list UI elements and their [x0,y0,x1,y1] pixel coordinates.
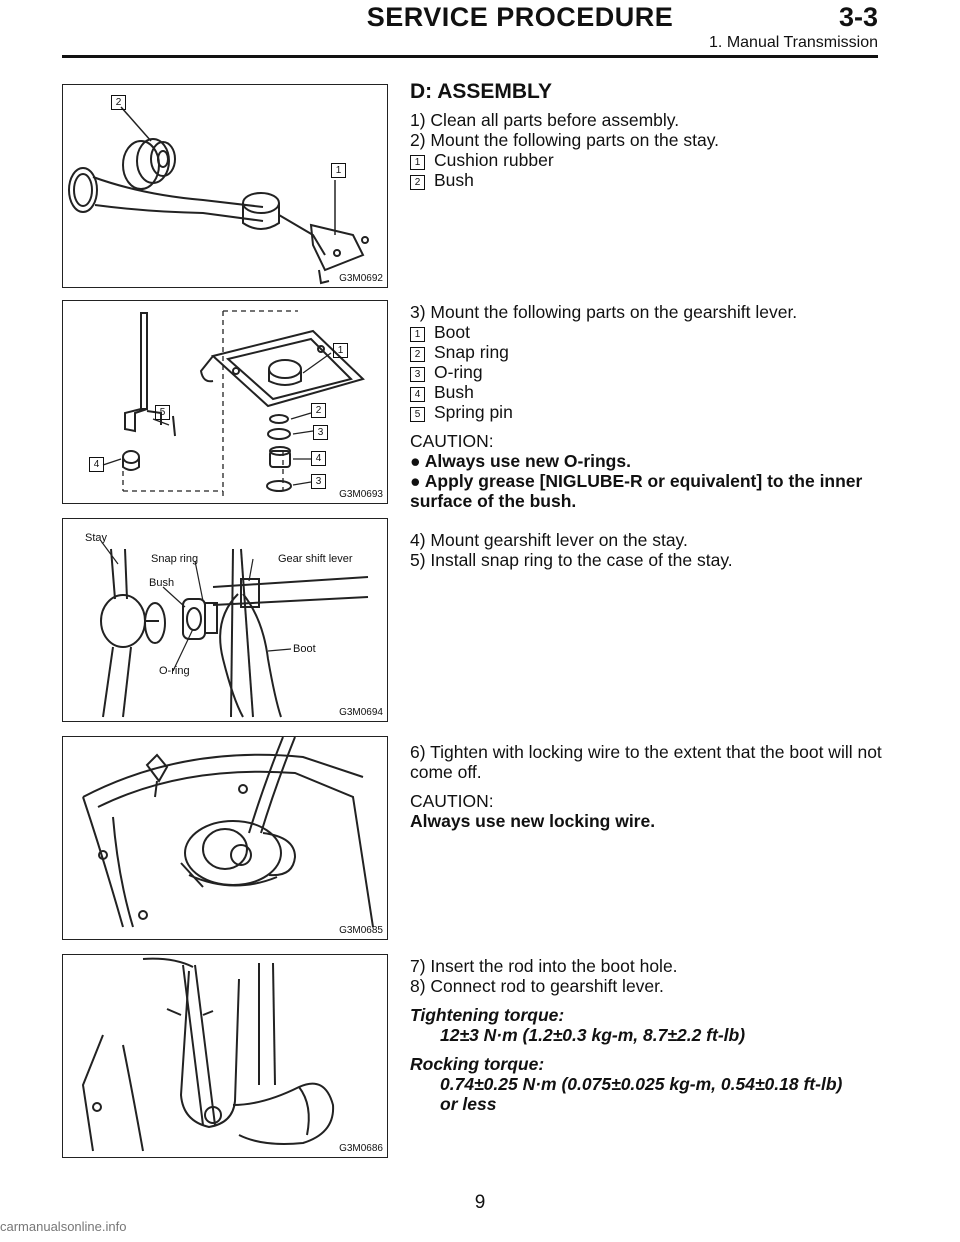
figure-id: G3M0685 [339,925,383,936]
step-1: 1) Clean all parts before assembly. [410,110,680,130]
figure-gearshift-parts [62,300,388,504]
caution-text: Always use new locking wire. [410,811,656,831]
callout-5: 5 [155,405,170,420]
label-bush: Bush [149,577,175,589]
step-7: 7) Insert the rod into the boot hole. [410,956,678,976]
locking-wire-section [410,742,890,831]
page-number: 9 [474,1192,486,1213]
step-2: 2) Mount the following parts on the stay. [410,130,720,150]
watermark: carmanualsonline.info [0,1219,127,1234]
locking-wire-illustration [63,737,388,940]
callout-2: 2 [311,403,326,418]
section-heading: D: ASSEMBLY [410,80,552,103]
bullet-icon: ● [410,471,425,491]
caution-item: ● Apply grease [NIGLUBE-R or equivalent] to the inner surface of the bush. [410,471,863,511]
label-stay: Stay [85,532,108,544]
label-snap-ring: Snap ring [151,553,199,565]
rocking-torque-label: Rocking torque: [410,1054,545,1074]
rod-connection-illustration [63,955,388,1158]
callout-4: 4 [89,457,104,472]
gearshift-stay-illustration [63,519,388,722]
figure-id: G3M0693 [339,489,383,500]
caution-label: CAUTION: [410,431,494,451]
rocking-torque-suffix: or less [440,1094,497,1114]
figure-id: G3M0692 [339,273,383,284]
assembly-section [410,82,890,190]
section-code: 3-3 [838,2,878,32]
header-rule [62,55,878,58]
list-item: 2 Bush [410,170,890,190]
step-5: 5) Install snap ring to the case of the stay. [410,550,733,570]
gearshift-exploded-illustration [63,301,388,504]
figure-id: G3M0686 [339,1143,383,1154]
list-item: 3 O-ring [410,362,890,382]
label-boot: Boot [293,643,316,655]
caution-label: CAUTION: [410,791,494,811]
caution-item: ● Always use new O-rings. [410,451,631,471]
step-3: 3) Mount the following parts on the gearshift lever. [410,302,798,322]
gearshift-section [410,302,890,511]
bullet-icon: ● [410,451,425,471]
step-4: 4) Mount gearshift lever on the stay. [410,530,688,550]
figure-id: G3M0694 [339,707,383,718]
rocking-torque-value: 0.74±0.25 N·m (0.075±0.025 kg-m, 0.54±0.18 ft-lb) [440,1074,843,1094]
callout-2: 2 [111,95,126,110]
callout-3: 3 [313,425,328,440]
label-gear-shift-lever: Gear shift lever [278,553,353,565]
step-6: 6) Tighten with locking wire to the extent that the boot will not come off. [410,742,882,782]
callout-1: 1 [331,163,346,178]
figure-gearshift-on-stay [62,518,388,722]
figure-stay-parts [62,84,388,288]
callout-3b: 3 [311,474,326,489]
header-subtitle: 1. Manual Transmission [709,34,878,51]
figure-locking-wire [62,736,388,940]
torque-value: 12±3 N·m (1.2±0.3 kg-m, 8.7±2.2 ft-lb) [440,1025,746,1045]
label-o-ring: O-ring [159,665,190,677]
rod-section [410,956,890,1114]
list-item: 4 Bush [410,382,890,402]
mount-lever-section [410,530,890,570]
list-item: 1 Boot [410,322,890,342]
list-item: 5 Spring pin [410,402,890,422]
list-item: 1 Cushion rubber [410,150,890,170]
list-item: 2 Snap ring [410,342,890,362]
torque-label: Tightening torque: [410,1005,565,1025]
callout-1: 1 [333,343,348,358]
stay-illustration [63,85,388,288]
callout-4b: 4 [311,451,326,466]
step-8: 8) Connect rod to gearshift lever. [410,976,664,996]
figure-rod-connection [62,954,388,1158]
header-title: SERVICE PROCEDURE [366,2,674,32]
